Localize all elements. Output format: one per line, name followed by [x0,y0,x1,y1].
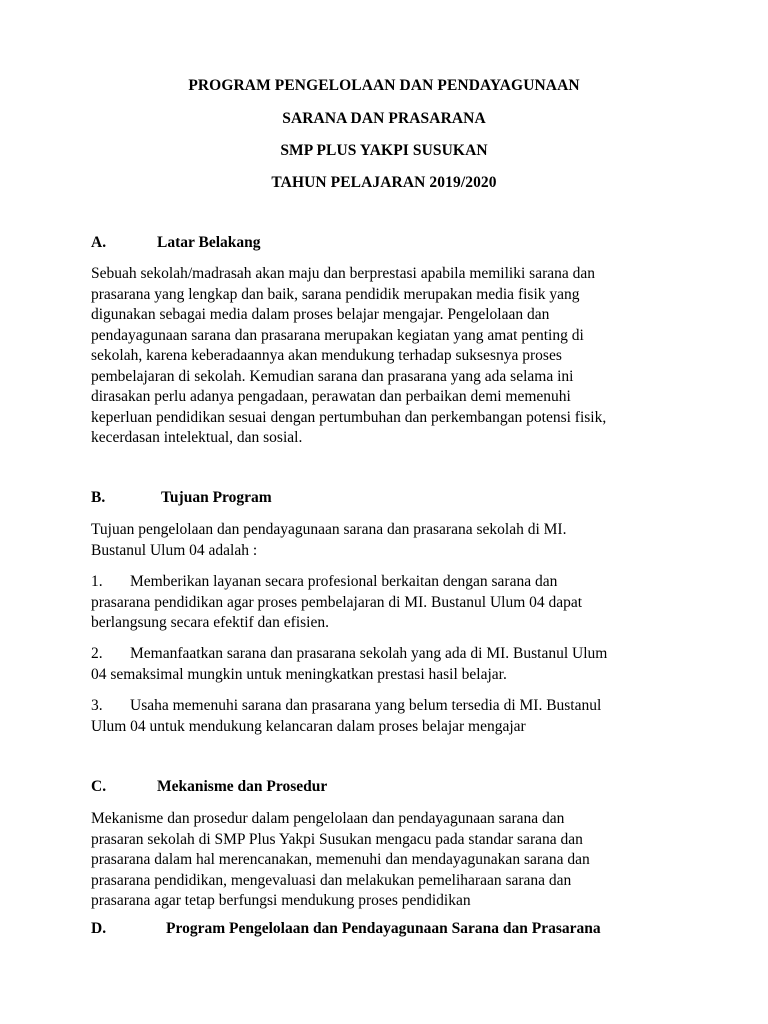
section-a-paragraph [91,264,691,449]
section-a-heading [91,234,261,252]
list-item-text: Usaha memenuhi sarana dan prasarana yang belum tersedia di MI. Bustanul [130,697,602,714]
paragraph-line: Bustanul Ulum 04 adalah : [91,541,258,559]
list-item-3 [91,696,691,737]
list-number: 2. [91,645,103,662]
paragraph-line: Tujuan pengelolaan dan pendayagunaan sarana dan prasarana sekolah di MI. [91,521,567,538]
paragraph-line: sekolah, karena keberadaannya akan mendukung terhadap suksesnya proses [91,347,562,364]
paragraph-line: prasarana yang lengkap dan baik, sarana pendidik merupakan media fisik yang [91,285,580,303]
section-c-paragraph [91,809,691,912]
section-c-letter: C. [91,778,107,795]
paragraph-line: prasarana agar tetap berfungsi mendukung proses pendidikan [91,892,471,909]
doc-title-line-4: TAHUN PELAJARAN 2019/2020 [271,174,497,191]
paragraph-line: digunakan sebagai media dalam proses belajar mengajar. Pengelolaan dan [91,306,550,323]
section-b-intro [91,520,691,561]
section-a-title: Latar Belakang [157,234,261,251]
paragraph-line: prasarana dalam hal merencanakan, memenuhi dan mendayagunakan sarana dan [91,851,590,868]
list-item-text: 04 semaksimal mungkin untuk meningkatkan prestasi hasil belajar. [91,665,507,683]
list-item-2 [91,644,691,685]
section-b-heading [91,489,272,507]
paragraph-line: kecerdasan intelektual, dan sosial. [91,429,303,446]
section-b-title: Tujuan Program [161,489,272,506]
list-number: 1. [91,573,103,590]
paragraph-line: keperluan pendidikan sesuai dengan pertumbuhan dan perkembangan potensi fisik, [91,408,607,426]
section-d-heading [91,920,601,938]
paragraph-line: prasaran sekolah di SMP Plus Yakpi Susukan mengacu pada standar sarana dan [91,830,583,848]
list-item-text: Ulum 04 untuk mendukung kelancaran dalam proses belajar mengajar [91,717,526,735]
paragraph-line: dirasakan perlu adanya pengadaan, perawatan dan perbaikan demi memenuhi [91,388,571,405]
list-item-1 [91,572,691,634]
doc-title-line-2: SARANA DAN PRASARANA [282,110,486,127]
paragraph-line: prasarana pendidikan, mengevaluasi dan melakukan pemeliharaan sarana dan [91,871,572,889]
doc-title-line-1: PROGRAM PENGELOLAAN DAN PENDAYAGUNAAN [188,77,580,94]
section-c-heading [91,778,327,796]
list-item-text: prasarana pendidikan agar proses pembelajaran di MI. Bustanul Ulum 04 dapat [91,593,583,611]
section-b-letter: B. [91,489,106,506]
paragraph-line: Mekanisme dan prosedur dalam pengelolaan dan pendayagunaan sarana dan [91,810,565,827]
paragraph-line: pembelajaran di sekolah. Kemudian sarana dan prasarana yang ada selama ini [91,367,574,385]
paragraph-line: pendayagunaan sarana dan prasarana merupakan kegiatan yang amat penting di [91,326,584,344]
section-a-letter: A. [91,234,107,251]
paragraph-line: Sebuah sekolah/madrasah akan maju dan berprestasi apabila memiliki sarana dan [91,265,595,282]
section-d-title: Program Pengelolaan dan Pendayagunaan Sarana dan Prasarana [166,920,601,937]
list-item-text: Memberikan layanan secara profesional berkaitan dengan sarana dan [130,573,558,590]
list-number: 3. [91,697,103,714]
list-item-text: Memanfaatkan sarana dan prasarana sekolah yang ada di MI. Bustanul Ulum [130,645,608,662]
section-d-letter: D. [91,920,107,937]
list-item-text: berlangsung secara efektif dan efisien. [91,614,329,631]
doc-title-line-3: SMP PLUS YAKPI SUSUKAN [280,142,488,159]
section-c-title: Mekanisme dan Prosedur [157,778,328,795]
